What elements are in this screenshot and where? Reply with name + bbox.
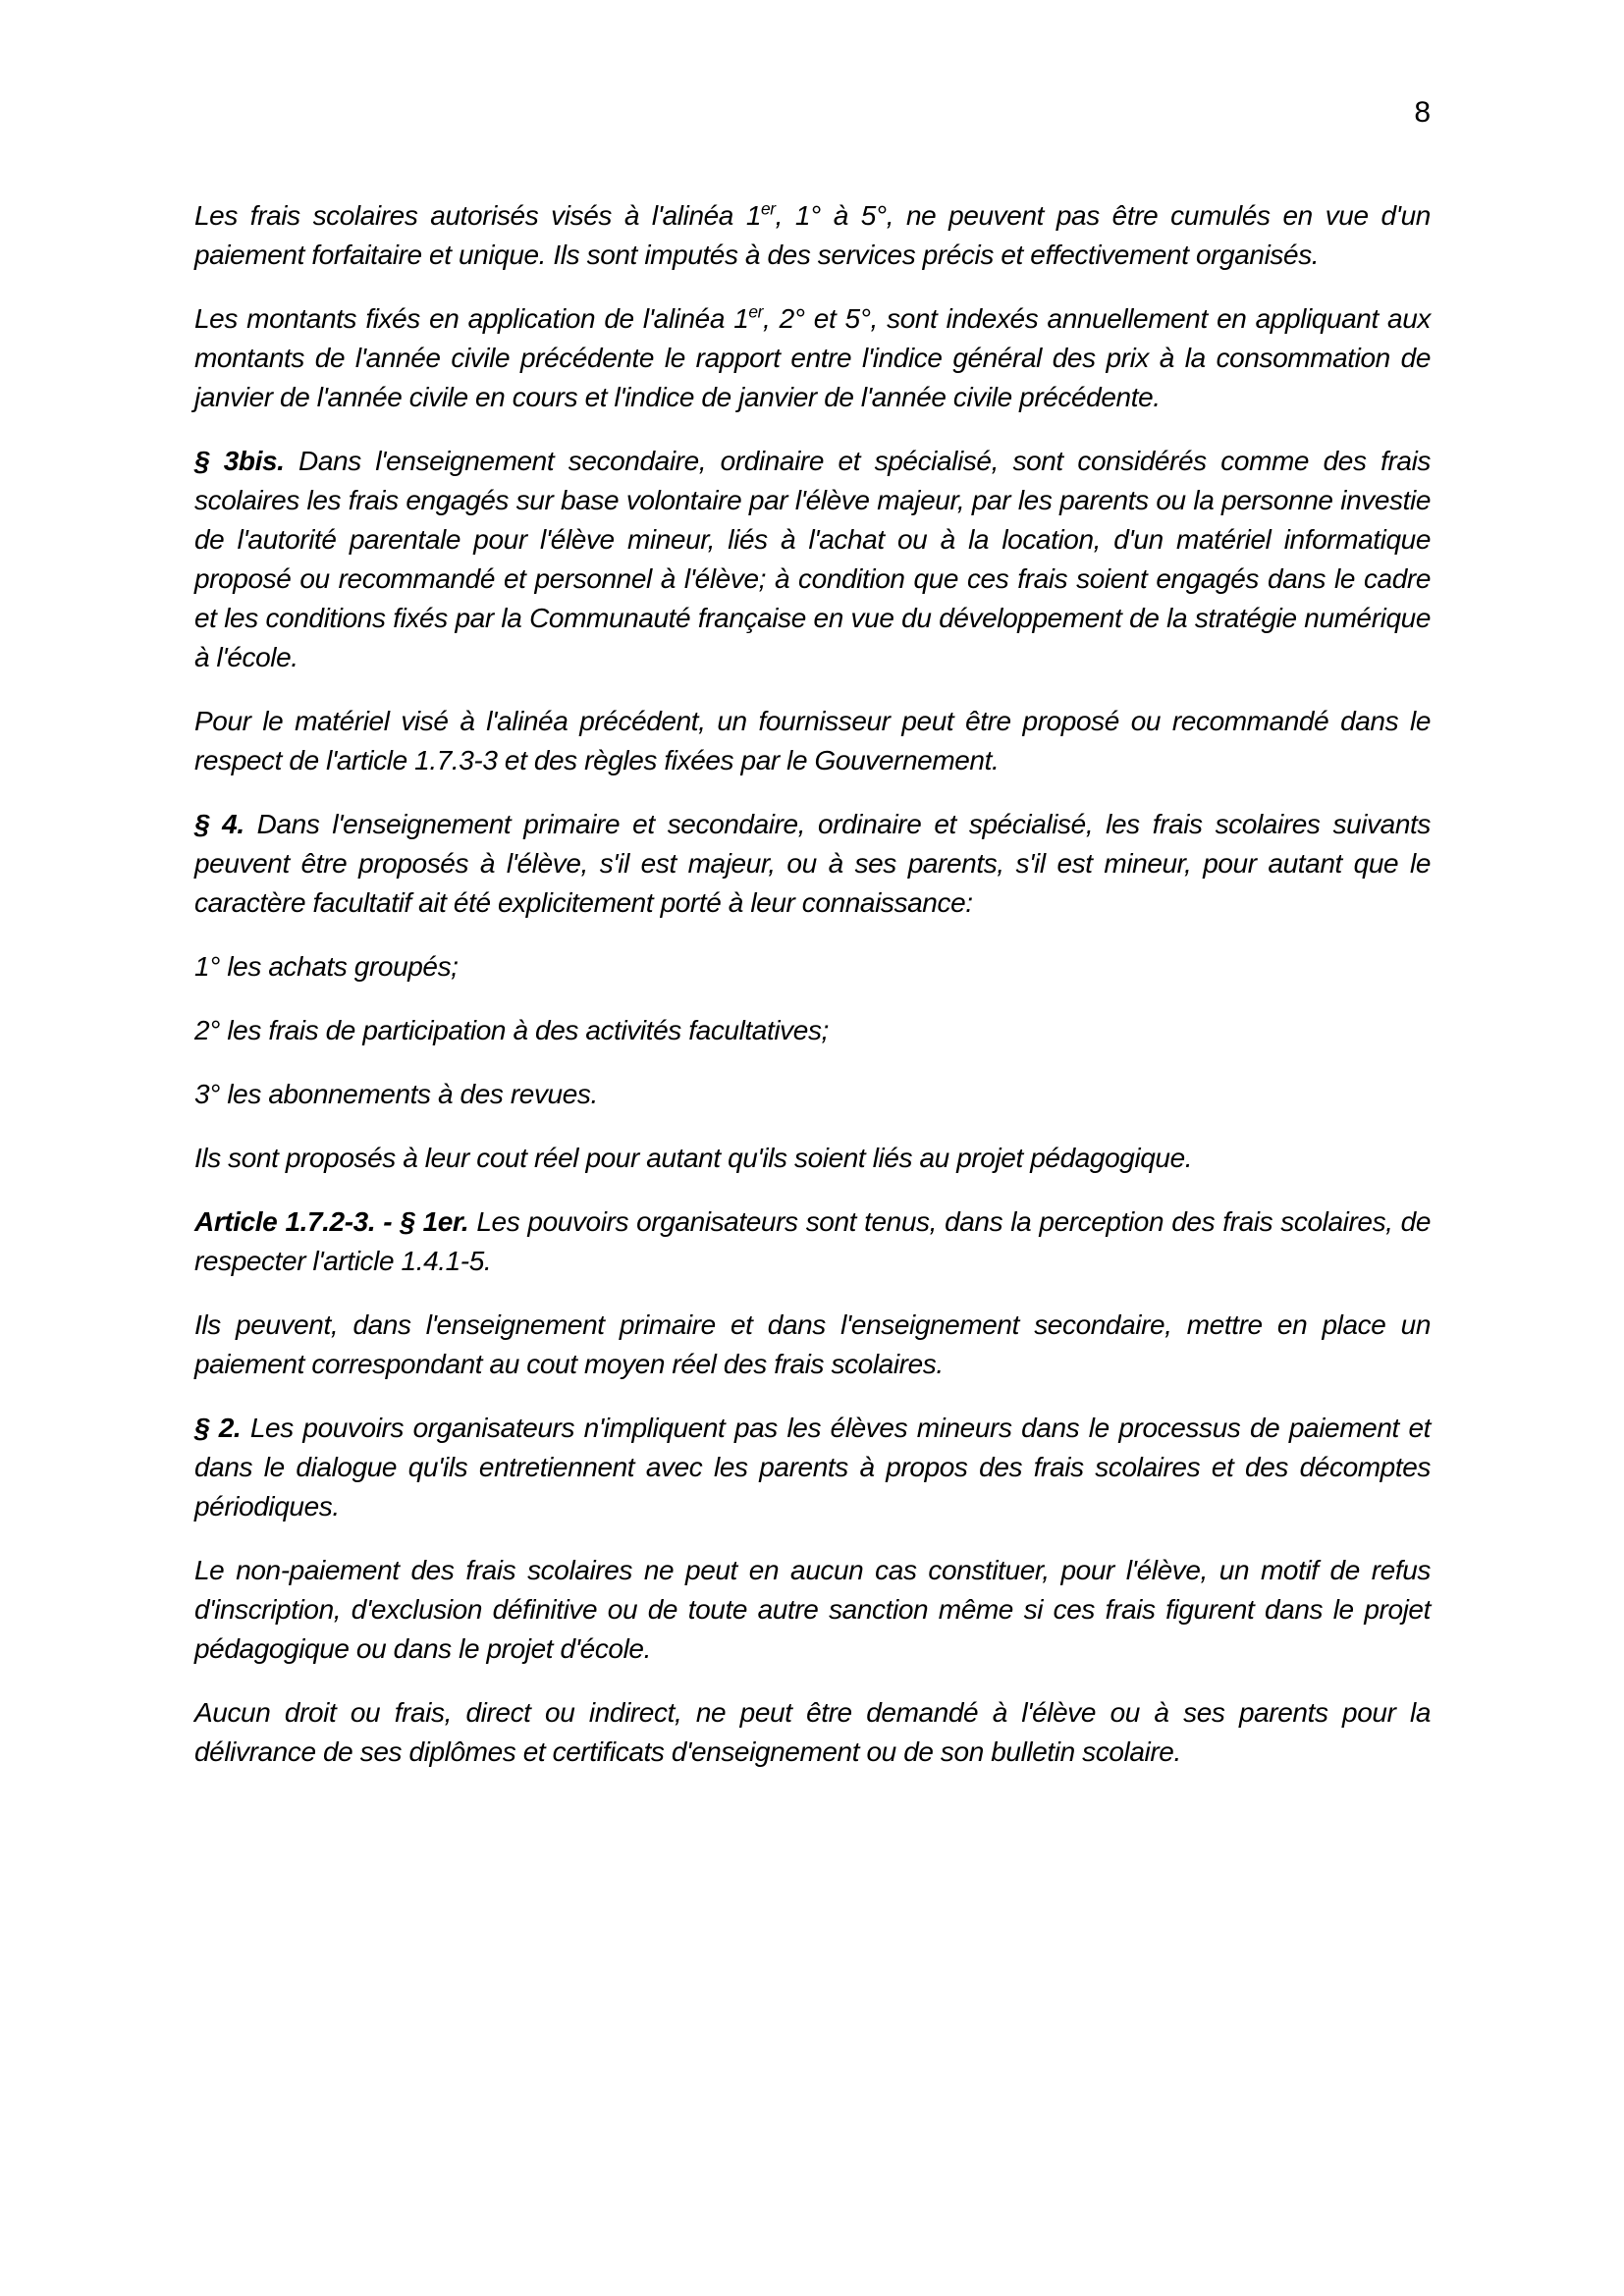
paragraph [194, 805, 1431, 923]
paragraph-text: Aucun droit ou frais, direct ou indirect, ne peut être demandé à l'élève ou à ses parents pour la délivrance de ses diplômes et certificats d'enseignement ou de son bulletin scolaire. [194, 1697, 1431, 1767]
paragraph-text: 3° les abonnements à des revues. [194, 1079, 598, 1109]
paragraph [194, 1075, 1431, 1114]
paragraph-lead: § 3bis. [194, 446, 285, 476]
paragraph [194, 196, 1431, 275]
paragraph [194, 1011, 1431, 1050]
paragraph [194, 1409, 1431, 1526]
paragraph [194, 1306, 1431, 1384]
paragraph [194, 1551, 1431, 1669]
page-number: 8 [1414, 96, 1431, 129]
superscript: er [748, 301, 764, 322]
paragraph-lead: § 4. [194, 809, 244, 839]
paragraph-text: Les pouvoirs organisateurs n'impliquent pas les élèves mineurs dans le processus de paiement et dans le dialogue qu'ils entretiennent avec les parents à propos des frais scolaires et des décomptes périodiques. [194, 1413, 1431, 1522]
paragraph-text: , 2° et 5°, sont indexés annuellement en appliquant aux montants de l'année civile précédente le rapport entre l'indice général des prix à la consommation de janvier de l'année civile en cours et l'indice de janvier de l'année civile précédente. [194, 303, 1431, 412]
paragraph [194, 702, 1431, 780]
paragraph [194, 442, 1431, 677]
paragraph-text: 2° les frais de participation à des activités facultatives; [194, 1015, 829, 1045]
paragraph-text: Les pouvoirs organisateurs sont tenus, dans la perception des frais scolaires, de respecter l'article 1.4.1-5. [194, 1206, 1431, 1276]
superscript: er [761, 198, 776, 219]
paragraph-text: Le non-paiement des frais scolaires ne peut en aucun cas constituer, pour l'élève, un motif de refus d'inscription, d'exclusion définitive ou de toute autre sanction même si ces frais figurent dans le projet pédagogique ou dans le projet d'école. [194, 1555, 1431, 1664]
paragraph-text: 1° les achats groupés; [194, 951, 459, 982]
paragraph-lead: § 2. [194, 1413, 242, 1443]
paragraph [194, 1202, 1431, 1281]
paragraph-text: Pour le matériel visé à l'alinéa précédent, un fournisseur peut être proposé ou recommandé dans le respect de l'article 1.7.3-3 et des règles fixées par le Gouvernement. [194, 706, 1431, 775]
paragraph-text: Les frais scolaires autorisés visés à l'alinéa 1 [194, 200, 761, 231]
paragraph-text: Dans l'enseignement secondaire, ordinaire et spécialisé, sont considérés comme des frais scolaires les frais engagés sur base volontaire par l'élève majeur, par les parents ou la personne investie de l'autorité parentale pour l'élève mineur, liés à l'achat ou à la location, d'un matériel informatique proposé ou recommandé et personnel à l'élève; à condition que ces frais soient engagés dans le cadre et les conditions fixés par la Communauté française en vue du développement de la stratégie numérique à l'école. [194, 446, 1431, 672]
paragraph-lead: Article 1.7.2-3. - § 1er. [194, 1206, 469, 1237]
paragraph [194, 947, 1431, 987]
paragraph-text: Ils peuvent, dans l'enseignement primaire et dans l'enseignement secondaire, mettre en place un paiement correspondant au cout moyen réel des frais scolaires. [194, 1309, 1431, 1379]
paragraph [194, 1139, 1431, 1178]
paragraph-text: Les montants fixés en application de l'alinéa 1 [194, 303, 749, 334]
paragraph [194, 299, 1431, 417]
document-body [194, 196, 1431, 1772]
paragraph-text: Dans l'enseignement primaire et secondaire, ordinaire et spécialisé, les frais scolaires suivants peuvent être proposés à l'élève, s'il est majeur, ou à ses parents, s'il est mineur, pour autant que le caractère facultatif ait été explicitement porté à leur connaissance: [194, 809, 1431, 918]
paragraph [194, 1693, 1431, 1772]
paragraph-text: , 1° à 5°, ne peuvent pas être cumulés en vue d'un paiement forfaitaire et unique. Ils sont imputés à des services précis et effectivement organisés. [194, 200, 1431, 270]
paragraph-text: Ils sont proposés à leur cout réel pour autant qu'ils soient liés au projet pédagogique. [194, 1143, 1193, 1173]
